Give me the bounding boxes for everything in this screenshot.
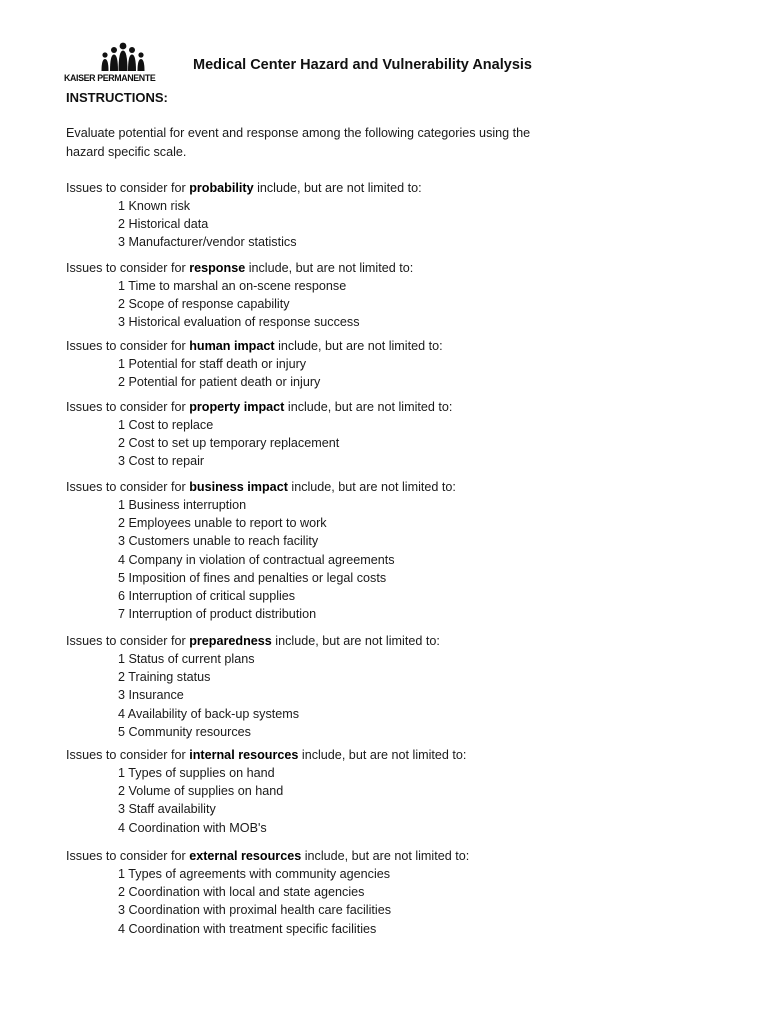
section-keyword: human impact [189,339,275,353]
list-item: 5 Imposition of fines and penalties or legal costs [118,570,387,585]
list-item: 1 Cost to replace [118,418,214,432]
section-heading-suffix: include, but are not limited to: [245,261,414,275]
list-item: 1 Status of current plans [118,652,255,666]
section-item-list [66,355,443,391]
document-title: Medical Center Hazard and Vulnerability Analysis [193,57,532,73]
list-item: 3 Cost to repair [118,454,205,469]
section-heading-suffix: include, but are not limited to: [298,748,467,762]
section-internal-resources [66,746,466,837]
section-human-impact [66,337,443,391]
section-heading [66,259,413,277]
section-keyword: response [189,261,246,275]
section-keyword: internal resources [189,748,299,762]
list-item: 3 Insurance [118,688,184,703]
section-item-list [66,277,413,332]
section-heading-suffix: include, but are not limited to: [301,849,470,863]
section-item-list [66,197,422,252]
list-item: 1 Business interruption [118,498,247,512]
list-item: 2 Scope of response capability [118,297,290,312]
list-item: 1 Potential for staff death or injury [118,357,307,371]
logo-wordmark: KAISER PERMANENTE [64,73,156,84]
list-item: 2 Historical data [118,217,209,232]
list-item: 5 Community resources [118,724,251,739]
section-heading-suffix: include, but are not limited to: [287,480,456,494]
list-item: 1 Types of agreements with community agencies [118,867,391,881]
section-heading [66,746,466,764]
list-item: 4 Coordination with treatment specific facilities [118,921,377,936]
section-property-impact [66,398,452,471]
section-keyword: probability [189,181,254,195]
instructions-heading: INSTRUCTIONS: [66,90,168,105]
section-item-list [66,496,456,623]
section-probability [66,179,422,252]
section-heading-prefix: Issues to consider for [66,748,190,762]
section-heading-prefix: Issues to consider for [66,634,190,648]
section-heading-prefix: Issues to consider for [66,181,190,195]
list-item: 1 Types of supplies on hand [118,766,275,780]
list-item: 2 Volume of supplies on hand [118,784,284,799]
section-item-list [66,865,469,938]
list-item: 3 Historical evaluation of response success [118,315,360,330]
section-item-list [66,416,452,471]
list-item: 3 Customers unable to reach facility [118,534,319,549]
section-heading-prefix: Issues to consider for [66,261,190,275]
list-item: 4 Availability of back-up systems [118,706,300,721]
list-item: 2 Employees unable to report to work [118,516,327,531]
section-heading-prefix: Issues to consider for [66,400,190,414]
section-heading-prefix: Issues to consider for [66,849,190,863]
section-keyword: business impact [189,480,288,494]
section-keyword: external resources [189,849,302,863]
list-item: 2 Training status [118,670,211,685]
section-external-resources [66,847,469,938]
section-response [66,259,413,332]
intro-paragraph: Evaluate potential for event and response among the following categories using the hazard specific scale. [66,126,531,159]
section-heading [66,337,443,355]
section-heading [66,632,440,650]
list-item: 2 Potential for patient death or injury [118,375,321,390]
list-item: 1 Known risk [118,199,191,213]
section-heading-suffix: include, but are not limited to: [253,181,422,195]
section-heading-prefix: Issues to consider for [66,480,190,494]
section-preparedness [66,632,440,741]
list-item: 3 Manufacturer/vendor statistics [118,235,297,250]
list-item: 2 Cost to set up temporary replacement [118,436,340,451]
section-item-list [66,764,466,837]
list-item: 4 Company in violation of contractual agreements [118,552,395,567]
list-item: 1 Time to marshal an on-scene response [118,279,347,293]
section-heading-suffix: include, but are not limited to: [271,634,440,648]
list-item: 4 Coordination with MOB's [118,820,267,835]
section-heading-prefix: Issues to consider for [66,339,190,353]
section-heading [66,478,456,496]
list-item: 7 Interruption of product distribution [118,607,317,622]
section-keyword: preparedness [189,634,272,648]
section-keyword: property impact [189,400,285,414]
section-heading-suffix: include, but are not limited to: [274,339,443,353]
section-item-list [66,650,440,741]
section-heading [66,398,452,416]
list-item: 3 Coordination with proximal health care facilities [118,903,391,918]
list-item: 2 Coordination with local and state agencies [118,885,365,900]
section-heading-suffix: include, but are not limited to: [284,400,453,414]
section-heading [66,847,469,865]
section-heading [66,179,422,197]
section-business-impact [66,478,456,623]
kaiser-permanente-logo [64,42,182,84]
list-item: 3 Staff availability [118,802,216,817]
list-item: 6 Interruption of critical supplies [118,588,296,603]
kaiser-people-icon [97,42,149,72]
